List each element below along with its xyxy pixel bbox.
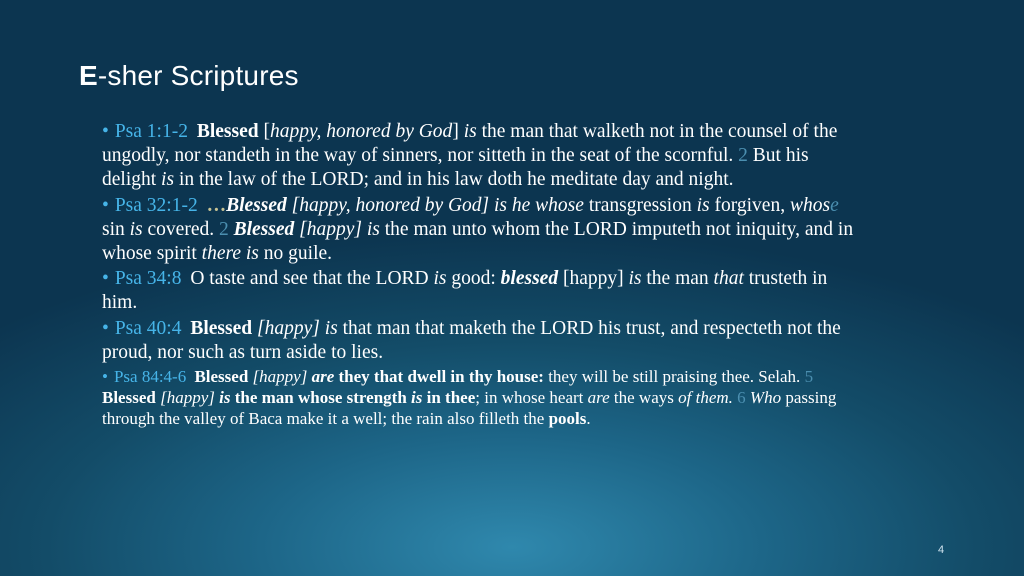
scripture-text: happy, honored by God [269, 121, 453, 142]
verse-number: 2 [219, 218, 234, 240]
ellipsis: … [206, 194, 227, 216]
scripture-text: good: [446, 268, 501, 290]
title-initial: E [79, 60, 98, 91]
scripture-reference: Psa 1:1-2 [114, 121, 188, 142]
scripture-text: is [628, 268, 642, 290]
scripture-psa-40 [102, 317, 862, 365]
scripture-text: they will be still praising thee. Selah. [543, 367, 805, 387]
scripture-reference: Psa 34:8 [114, 268, 182, 290]
scripture-text: trusteth in him. [102, 268, 828, 314]
scripture-text: is [161, 169, 175, 191]
scripture-psa-32 [102, 194, 862, 267]
title-rest: -sher Scriptures [97, 60, 299, 91]
verse-number: 2 [738, 145, 753, 167]
scripture-text: is [129, 218, 143, 240]
scripture-text: is [219, 387, 231, 407]
scripture-text: are [311, 367, 335, 387]
scripture-text: [happy] [155, 387, 220, 407]
scripture-text: are [587, 387, 610, 407]
scripture-psa-34 [102, 267, 862, 315]
scripture-text: pools [548, 408, 587, 428]
scripture-text: e [830, 194, 839, 216]
scripture-psa-1 [102, 120, 862, 193]
scripture-text: in thee [422, 387, 476, 407]
bullet-icon: • [102, 317, 109, 339]
scripture-text: Blessed [102, 387, 156, 407]
slide-title [79, 60, 299, 92]
scripture-text: But his delight [102, 145, 809, 191]
bullet-icon: • [102, 268, 109, 290]
scripture-psa-84 [102, 367, 862, 429]
scripture-text: [happy] is [252, 317, 338, 339]
scripture-text: forgiven, [709, 194, 790, 216]
scripture-text: they that dwell in thy house: [334, 367, 544, 387]
scripture-text: Blessed [226, 194, 287, 216]
scripture-text: that man that maketh the LORD his trust, and respecteth not the proud, nor such as turn aside to lies. [102, 317, 841, 363]
bullet-icon: • [102, 194, 109, 216]
scripture-text: is [411, 387, 423, 407]
scripture-text: the man whose strength [230, 387, 412, 407]
scripture-text: whos [789, 194, 831, 216]
verse-number: 6 [732, 387, 750, 407]
scripture-text: in the law of the LORD; and in his law doth he meditate day and night. [174, 169, 734, 191]
bullet-icon: • [102, 367, 108, 387]
scripture-text: blessed [500, 268, 559, 290]
scripture-text: no guile. [258, 243, 333, 265]
scripture-reference: Psa 32:1-2 [114, 194, 198, 216]
scripture-text: the man [641, 268, 714, 290]
scripture-text: is [696, 194, 710, 216]
scripture-text: covered. [142, 218, 219, 240]
scripture-text: Blessed [233, 218, 295, 240]
scripture-text: the man unto whom the LORD imputeth not iniquity, and in whose spirit [102, 218, 854, 265]
scripture-text: is [463, 121, 477, 142]
scripture-text: that [713, 268, 744, 290]
scripture-text: [happy] [248, 367, 312, 387]
verse-number: 5 [804, 367, 814, 387]
scripture-text: passing through the valley of Baca make it a well; the rain also filleth the [102, 387, 837, 428]
scripture-text: transgression [583, 194, 697, 216]
scripture-text: of them. [678, 387, 733, 407]
scripture-text: is [433, 268, 447, 290]
scripture-text: Blessed [196, 121, 259, 142]
scripture-text: the man that walketh not in the counsel of the ungodly, nor standeth in the way of sinners, nor sitteth in the seat of the scornful. [102, 121, 838, 167]
scripture-text: sin [102, 218, 130, 240]
scripture-reference: Psa 40:4 [114, 317, 182, 339]
scripture-text: the ways [609, 387, 679, 407]
scripture-text: Who [749, 387, 782, 407]
scripture-text: . [586, 408, 591, 428]
scripture-text: ] [452, 121, 464, 142]
scripture-text: ; in whose heart [475, 387, 588, 407]
scripture-text: [happy] [558, 268, 629, 290]
scripture-list [102, 120, 862, 430]
scripture-text: Blessed [190, 367, 249, 387]
bullet-icon: • [102, 121, 109, 142]
scripture-text: [ [258, 121, 270, 142]
scripture-text: O taste and see that the LORD [185, 268, 434, 290]
scripture-text: Blessed [185, 317, 253, 339]
scripture-text: there is [201, 243, 259, 265]
scripture-reference: Psa 84:4-6 [113, 367, 187, 387]
scripture-text: [happy, honored by God] is he whose [286, 194, 584, 216]
scripture-text: [happy] is [294, 218, 380, 240]
page-number: 4 [938, 544, 945, 556]
